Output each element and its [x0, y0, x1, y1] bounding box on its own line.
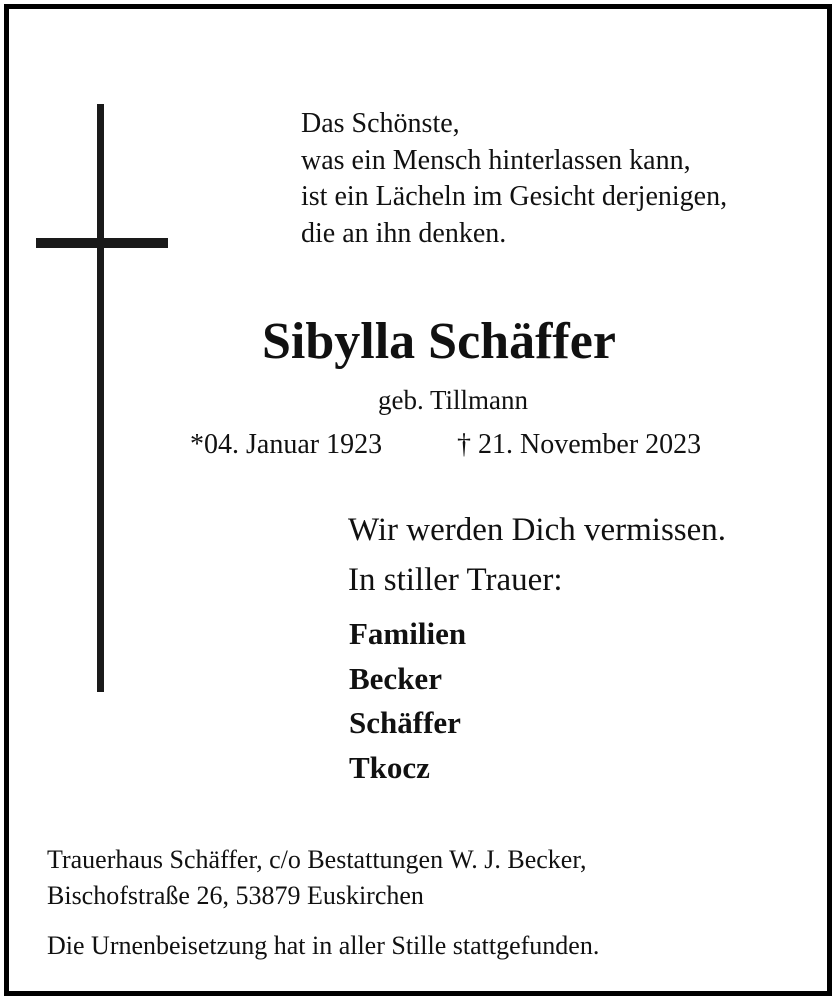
maiden-name: geb. Tillmann — [378, 385, 529, 415]
poem-line: was ein Mensch hinterlassen kann, — [301, 144, 691, 176]
address-line: Bischofstraße 26, 53879 Euskirchen — [47, 881, 424, 910]
birth-date: *04. Januar 1923 — [190, 429, 383, 460]
cross-icon-horizontal-bar — [36, 238, 168, 248]
family-item: Becker — [349, 660, 442, 696]
deceased-name: Sibylla Schäffer — [262, 313, 616, 370]
family-item: Tkocz — [349, 749, 430, 785]
family-item: Schäffer — [349, 705, 461, 740]
mourning-line: In stiller Trauer: — [348, 562, 563, 598]
cross-icon-vertical-bar — [97, 104, 104, 692]
memorial-poem — [301, 106, 727, 252]
poem-line: die an ihn denken. — [301, 217, 507, 249]
farewell-line: Wir werden Dich vermissen. — [348, 512, 727, 548]
address-line: Trauerhaus Schäffer, c/o Bestattungen W. J. Becker, — [47, 845, 587, 874]
poem-line: ist ein Lächeln im Gesicht derjenigen, — [301, 181, 728, 212]
family-item: Familien — [349, 616, 467, 651]
death-date: † 21. November 2023 — [457, 429, 702, 460]
burial-note: Die Urnenbeisetzung hat in aller Stille stattgefunden. — [47, 931, 600, 960]
mourning-house-address — [47, 842, 586, 914]
family-list — [349, 612, 466, 790]
poem-line: Das Schönste, — [301, 108, 460, 139]
